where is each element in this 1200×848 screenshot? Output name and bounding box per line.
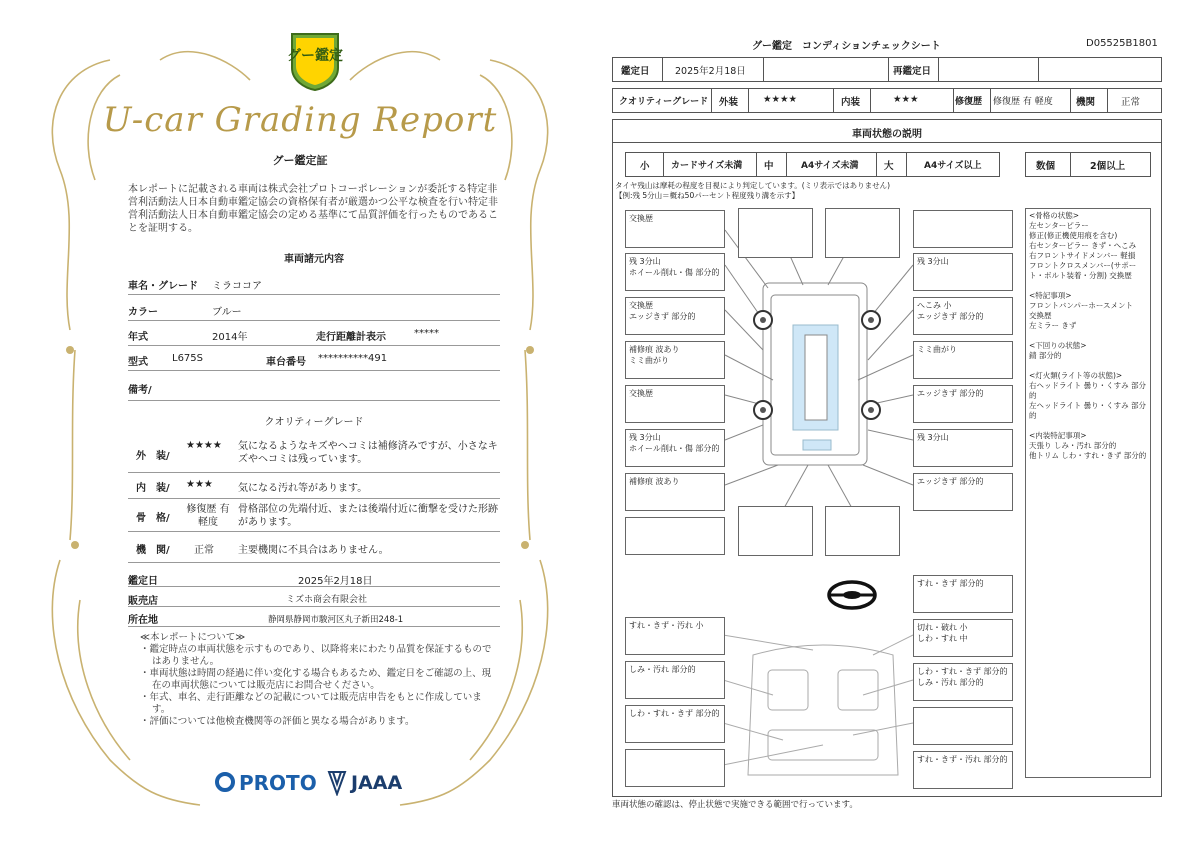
damage-box-rear-r (825, 506, 900, 556)
quality-row-exterior: 外 装/ ★★★★ 気になるようなキズやヘコミは補修済みですが、小さなキズやヘコミは残っています。 (128, 436, 500, 473)
interior-box-left-2: しみ・汚れ 部分的 (625, 661, 725, 699)
spec-row-year: 年式 2014年 走行距離計表示 ***** (128, 323, 500, 346)
damage-box-right-4: エッジきず 部分的 (913, 385, 1013, 423)
damage-box-left-3: 交換歴 エッジきず 部分的 (625, 297, 725, 335)
damage-box-right-5: 残 3分山 (913, 429, 1013, 467)
damage-box-right-0 (913, 210, 1013, 248)
goo-badge-icon (286, 30, 344, 92)
vehicle-state-panel (612, 119, 1162, 797)
report-notes: ≪本レポートについて≫ ・鑑定時点の車両状態を示すものであり、以降将来にわたり品質を保証するものではありません。 ・車両状態は時間の経過に伴い変化する場合もあるため、鑑定日をご確認の上、現在の車両状態については販売店にお問合せください。 ・年式、車名、走行距離などの記載については販売店申告をもとに作成しています。 ・評価については他検査機関等の評価と異なる場合があります。 (140, 632, 492, 727)
quality-row-engine: 機 関/ 正常 主要機関に不具合はありません。 (128, 536, 500, 563)
interior-box-right-3: しわ・すれ・きず 部分的 しみ・汚れ 部分的 (913, 663, 1013, 701)
tire-note-2: 【例:残 5分山＝概ね50パーセント程度残り溝を示す】 (615, 191, 800, 200)
damage-box-front-r (825, 208, 900, 258)
damage-box-left-6: 残 3分山 ホイール削れ・傷 部分的 (625, 429, 725, 467)
date-header-row: 鑑定日 2025年2月18日 再鑑定日 (612, 57, 1162, 82)
damage-box-left-5: 交換歴 (625, 385, 725, 423)
quality-title: クオリティーグレード (264, 417, 364, 428)
interior-box-left-4 (625, 749, 725, 787)
jaaa-logo-text: JAAA (351, 772, 403, 794)
date-row: 鑑定日 2025年2月18日 (128, 568, 500, 587)
size-legend: 小 カードサイズ未満 中 A4サイズ未満 大 A4サイズ以上 (625, 152, 1000, 177)
quality-row-interior: 内 装/ ★★★ 気になる汚れ等があります。 (128, 474, 500, 499)
tire-note-1: タイヤ残山は摩耗の程度を目視により判定しています。(ミリ表示ではありません) (615, 181, 891, 190)
shop-row: 販売店 ミズホ商会有限会社 (128, 588, 500, 607)
car-interior-diagram (723, 625, 923, 785)
spec-row-color: カラー ブルー (128, 298, 500, 321)
spec-row-name: 車名・グレード ミラココア (128, 272, 500, 295)
interior-box-left-3: しわ・すれ・きず 部分的 (625, 705, 725, 743)
spec-title: 車両諸元内容 (284, 254, 344, 265)
cert-title: グー鑑定証 (272, 154, 328, 167)
interior-box-right-4 (913, 707, 1013, 745)
spec-row-remarks: 備考/ (128, 374, 500, 401)
logos (215, 768, 415, 802)
proto-logo-icon (215, 772, 235, 792)
steering-wheel-icon (826, 578, 878, 612)
damage-box-rear-l (738, 506, 813, 556)
quality-header-row: クオリティーグレード 外装 ★★★★ 内装 ★★★ 修復歴 修復歴 有 軽度 機関 正常 (612, 88, 1162, 113)
report-title: U-car Grading Report (102, 100, 498, 140)
interior-box-right-5: すれ・きず・汚れ 部分的 (913, 751, 1013, 789)
footer-note: 車両状態の確認は、停止状態で実施できる範囲で行っています。 (612, 800, 858, 810)
skeleton-notes: <骨格の状態> 左センターピラー 修正(修正機使用痕を含む) 右センターピラー きず・へこみ 右フロントサイドメンバー 軽損 フロントクロスメンバー(サポート・ボルト装着・分割) 交換歴 <特記事項> フロントバンパーホースメント 交換歴 左ミラー きず <下回りの状態> 錆 部分的 <灯火類(ライト等の状態)> 右ヘッドライト 曇り・くすみ 部分的 左ヘッドライト 曇り・くすみ 部分的 <内装特記事項> 天張り しみ・汚れ 部分的 他トリム しわ・すれ・きず 部分的 (1025, 208, 1151, 778)
condition-check-sheet (600, 0, 1200, 848)
jaaa-logo-icon (327, 770, 347, 796)
damage-box-left-8 (625, 517, 725, 555)
proto-logo-text: PROTO (239, 771, 317, 795)
doc-id: D05525B1801 (1086, 38, 1158, 49)
damage-box-left-1: 交換歴 (625, 210, 725, 248)
interior-box-left-1: すれ・きず・汚れ 小 (625, 617, 725, 655)
damage-box-right-3: ミミ曲がり (913, 341, 1013, 379)
address-row: 所在地 静岡県静岡市駿河区丸子新田248-1 (128, 608, 500, 627)
intro-text: 本レポートに記載される車両は株式会社プロトコーポレーションが委託する特定非営利活動法人日本自動車鑑定協会の資格保有者が厳選かつ公平な検査を行い特定非営利活動法人日本自動車鑑定協会の定める基準にて品質評価を行ったものであることを証明する。 (128, 184, 498, 234)
damage-box-right-1: 残 3分山 (913, 253, 1013, 291)
state-title: 車両状態の説明 (852, 129, 922, 140)
count-legend: 数個 2個以上 (1025, 152, 1151, 177)
damage-box-right-6: エッジきず 部分的 (913, 473, 1013, 511)
damage-box-front-l (738, 208, 813, 258)
damage-box-left-7: 補修痕 波あり (625, 473, 725, 511)
spec-row-model: 型式 L675S 車台番号 **********491 (128, 348, 500, 371)
damage-box-left-2: 残 3分山 ホイール削れ・傷 部分的 (625, 253, 725, 291)
interior-box-right-2: 切れ・破れ 小 しわ・すれ 中 (913, 619, 1013, 657)
damage-box-right-2: へこみ 小 エッジきず 部分的 (913, 297, 1013, 335)
interior-box-right-1: すれ・きず 部分的 (913, 575, 1013, 613)
quality-row-frame: 骨 格/ 修復歴 有軽度 骨格部位の先端付近、または後端付近に衝撃を受けた形跡があります。 (128, 501, 500, 532)
badge-text: グー鑑定 (287, 48, 343, 64)
damage-box-left-4: 補修痕 波あり ミミ曲がり (625, 341, 725, 379)
sheet-title: グー鑑定 コンディションチェックシート (752, 41, 941, 52)
